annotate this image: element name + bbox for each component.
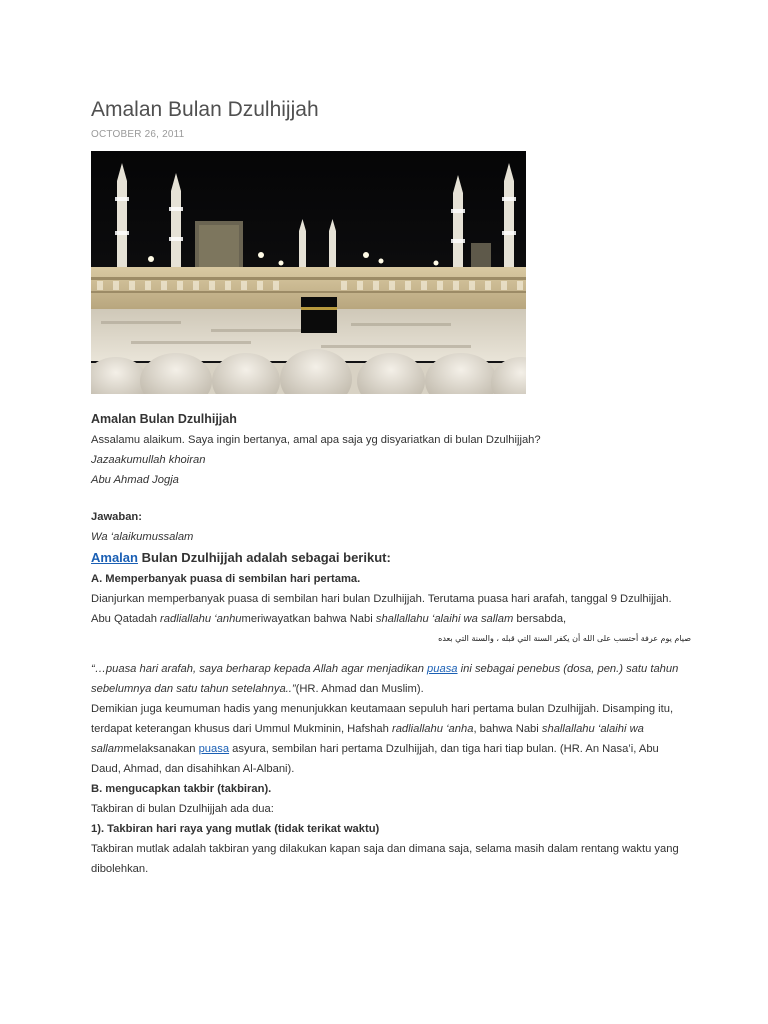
article-photo [91, 151, 526, 394]
puasa-link[interactable]: puasa [427, 663, 458, 675]
arabic-hadith: صيام يوم عرفة أحتسب على الله أن يكفر السنة التي قبله ، والسنة التي بعده [438, 634, 691, 643]
answer-label: Jawaban: [91, 511, 142, 523]
post-date: OCTOBER 26, 2011 [91, 129, 185, 140]
section-b1-heading: 1). Takbiran hari raya yang mutlak (tidak terikat waktu) [91, 823, 380, 835]
puasa-link-2[interactable]: puasa [198, 743, 230, 755]
paragraph-2: Demikian juga keumuman hadis yang menunjukkan keutamaan sepuluh hari pertama bulan Dzulhijjah. Disamping itu, terdapat keterangan khusus dari Ummul Mukminin, Hafshah radliallahu ‘anha, bahwa Nabi shallallahu ‘alaihi wa sallammelaksanakan puasa asyura, sembilan hari pertama Dzulhijjah, dan tiga hari tiap bulan. (HR. An Nasa’i, Abu Daud, Ahmad, dan disahihkan Al-Albani). [91, 703, 674, 775]
paragraph-4: Takbiran mutlak adalah takbiran yang dilakukan kapan saja dan dimana saja, selama masih dalam rentang waktu yang dibolehkan. [91, 843, 679, 875]
paragraph-3: Takbiran di bulan Dzulhijjah ada dua: [91, 803, 274, 815]
page-title: Amalan Bulan Dzulhijjah [91, 98, 319, 121]
intro-heading: Amalan Bulan Dzulhijjah adalah sebagai berikut: [91, 550, 391, 565]
greeting-text: Wa ‘alaikumussalam [91, 531, 194, 543]
paragraph-1: Dianjurkan memperbanyak puasa di sembilan hari bulan Dzulhijjah. Terutama puasa hari arafah, tanggal 9 Dzulhijjah. Abu Qatadah radliallahu ‘anhumeriwayatkan bahwa Nabi shallallahu ‘alaihi wa sallam bersabda, [91, 593, 672, 625]
question-text: Assalamu alaikum. Saya ingin bertanya, amal apa saja yg disyariatkan di bulan Dzulhijjah? [91, 434, 541, 446]
thanks-text: Jazaakumullah khoiran [91, 454, 206, 466]
amalan-link[interactable]: Amalan [91, 550, 138, 565]
section-b-heading: B. mengucapkan takbir (takbiran). [91, 783, 272, 795]
hadith-quote: “…puasa hari arafah, saya berharap kepada Allah agar menjadikan puasa ini sebagai penebus (dosa, pen.) satu tahun sebelumnya dan satu tahun setelahnya..”(HR. Ahmad dan Muslim). [91, 663, 679, 695]
section-a-heading: A. Memperbanyak puasa di sembilan hari pertama. [91, 573, 361, 585]
article-body [91, 408, 691, 879]
section-heading: Amalan Bulan Dzulhijjah [91, 412, 237, 426]
asker-name: Abu Ahmad Jogja [91, 474, 179, 486]
